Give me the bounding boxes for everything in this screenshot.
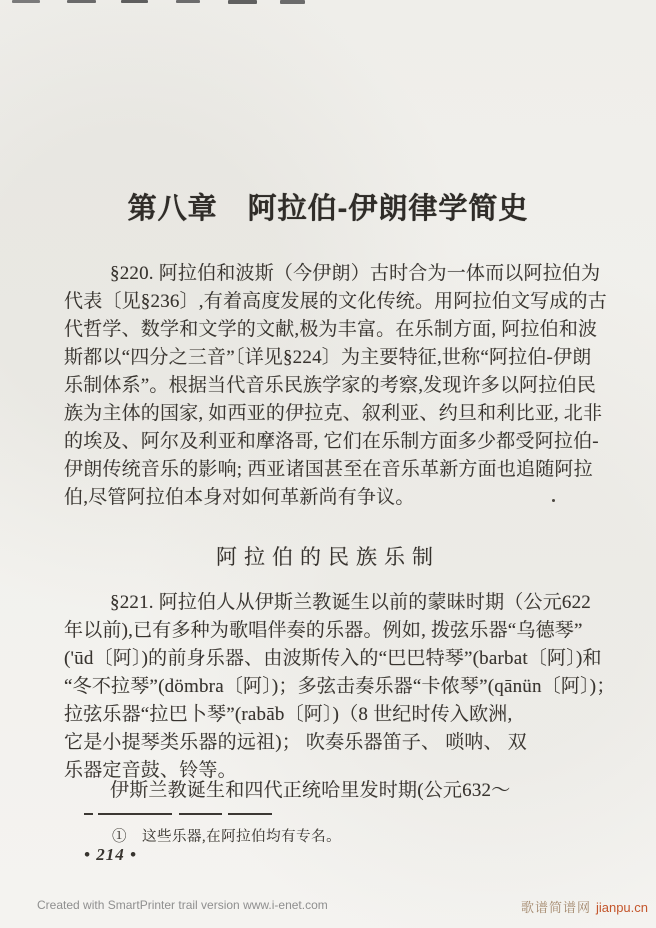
paragraph-221 — [64, 589, 616, 785]
page-number: • 214 • — [84, 845, 137, 864]
footnote-text: ① 这些乐器,在阿拉伯均有专名。 — [112, 829, 342, 845]
chapter-title: 第八章 阿拉伯-伊朗律学简史 — [127, 193, 529, 225]
text-line: 乐器定音鼓、铃等。 — [64, 760, 237, 781]
text-line: 斯都以“四分之三音”〔详见§224〕为主要特征,世称“阿拉伯-伊朗 — [64, 347, 592, 368]
scan-artifact-dash — [228, 0, 257, 4]
scan-artifact-dash — [176, 0, 200, 3]
text-line: 拉弦乐器“拉巴卜琴”(rabāb〔阿〕)（8 世纪时传入欧洲, — [64, 704, 513, 725]
section-subheading: 阿拉伯的民族乐制 — [216, 545, 440, 569]
text-line: 它是小提琴类乐器的远祖)； 吹奏乐器笛子、 唢呐、 双 — [64, 732, 527, 753]
text-line: 年以前),已有多种为歌唱伴奏的乐器。例如, 拨弦乐器“乌德琴” — [64, 620, 583, 641]
text-line: 族为主体的国家, 如西亚的伊拉克、叙利亚、约旦和利比亚, 北非 — [64, 403, 603, 424]
site-link-label: jianpu.cn — [595, 900, 648, 915]
text-line: 代哲学、数学和文学的文献,极为丰富。在乐制方面, 阿拉伯和波 — [64, 319, 598, 340]
watermark-smartprinter: Created with SmartPrinter trail version www.i-enet.com — [37, 898, 328, 912]
scan-artifact-dash — [12, 0, 40, 3]
text-line: 伊朗传统音乐的影响; 西亚诸国甚至在音乐革新方面也追随阿拉 — [64, 459, 593, 480]
scan-speck — [552, 499, 555, 502]
scan-artifact-dash — [280, 0, 305, 4]
text-line: 的埃及、阿尔及利亚和摩洛哥, 它们在乐制方面多少都受阿拉伯- — [64, 431, 599, 452]
text-line: §220. 阿拉伯和波斯（今伊朗）古时合为一体而以阿拉伯为 — [110, 263, 601, 284]
text-line: 伯,尽管阿拉伯本身对如何革新尚有争议。 — [64, 487, 415, 508]
paragraph-220 — [64, 260, 607, 512]
text-line: 伊斯兰教诞生和四代正统哈里发时期(公元632～ — [110, 780, 511, 801]
text-line: “冬不拉琴”(dömbra〔阿〕)；多弦击奏乐器“卡侬琴”(qānün〔阿〕)； — [64, 676, 616, 697]
watermark-site — [521, 897, 648, 916]
text-line: 代表〔见§236〕,有着高度发展的文化传统。用阿拉伯文写成的古 — [64, 291, 607, 312]
footnote-separator — [84, 813, 272, 815]
scan-artifact-dash — [67, 0, 96, 3]
site-name-label: 歌谱简谱网 — [520, 900, 591, 915]
scan-artifact-dash — [121, 0, 148, 3]
paragraph-next — [64, 777, 592, 805]
text-line: ('ūd〔阿〕)的前身乐器、由波斯传入的“巴巴特琴”(barbat〔阿〕)和 — [64, 648, 602, 669]
text-line: §221. 阿拉伯人从伊斯兰教诞生以前的蒙昧时期（公元622 — [110, 592, 592, 613]
text-line: 乐制体系”。根据当代音乐民族学家的考察,发现许多以阿拉伯民 — [64, 375, 596, 396]
